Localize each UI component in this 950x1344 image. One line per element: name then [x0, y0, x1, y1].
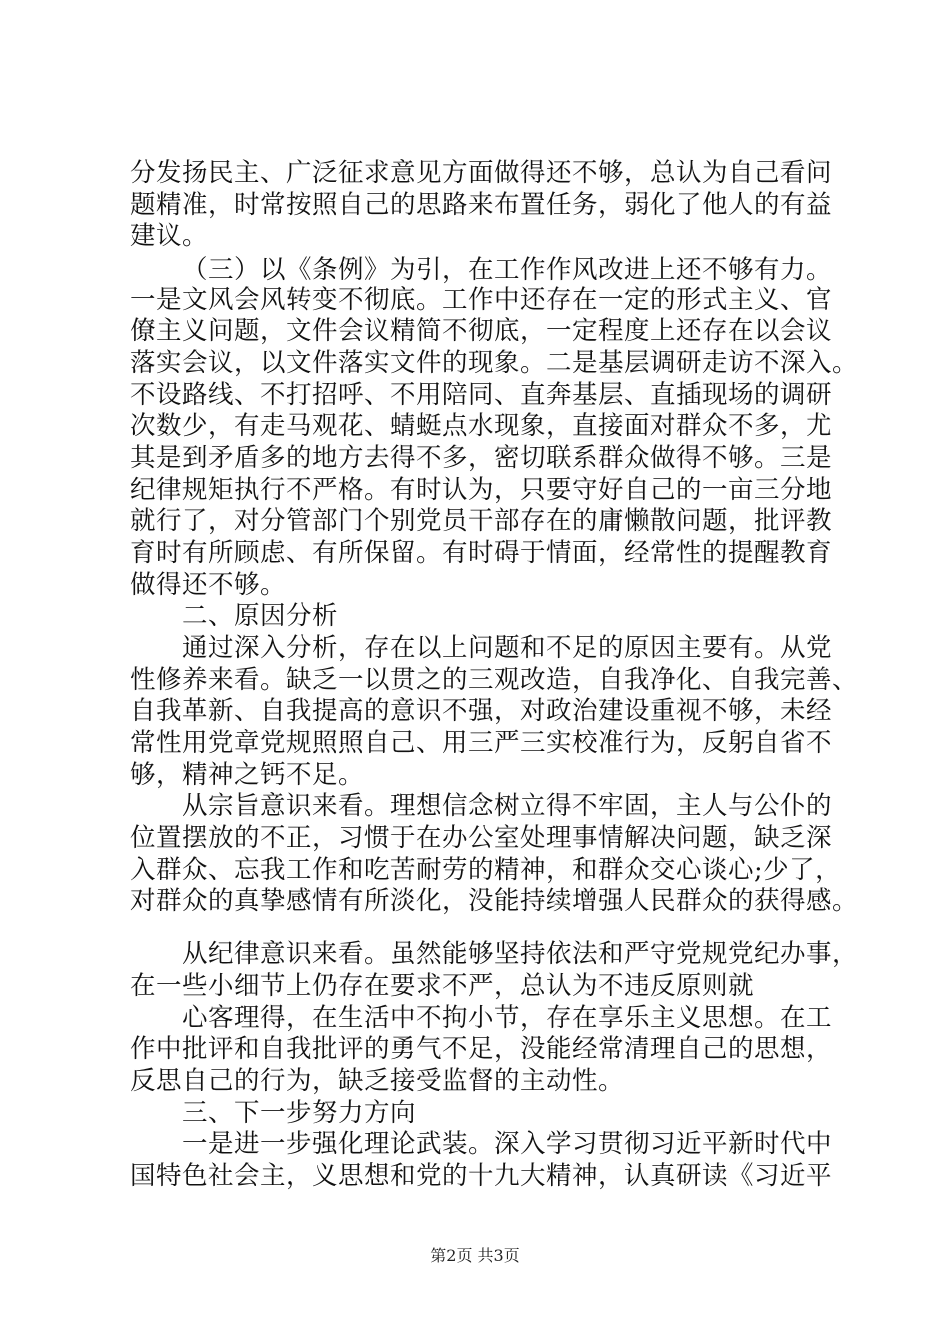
text-line: 三、下一步努力方向: [182, 1098, 417, 1128]
text-line: 反思自己的行为，缺乏接受监督的主动性。: [130, 1066, 625, 1096]
text-line: 僚主义问题，文件会议精简不彻底，一定程度上还存在以会议: [130, 316, 833, 346]
text-line: （三）以《条例》为引，在工作作风改进上还不够有力。: [182, 255, 833, 285]
text-line: 性修养来看。缺乏一以贯之的三观改造，自我净化、自我完善、: [130, 665, 859, 695]
text-line: 纪律规矩执行不严格。有时认为，只要守好自己的一亩三分地: [130, 475, 833, 505]
text-line: 国特色社会主，义思想和党的十九大精神，认真研读《习近平: [130, 1161, 833, 1191]
text-line: 题精准，时常按照自己的思路来布置任务，弱化了他人的有益: [130, 190, 833, 220]
text-line: 落实会议，以文件落实文件的现象。二是基层调研走访不深入。: [130, 348, 859, 378]
text-line: 入群众、忘我工作和吃苦耐劳的精神，和群众交心谈心;少了，: [130, 855, 842, 885]
text-line: 对群众的真挚感情有所淡化，没能持续增强人民群众的获得感。: [130, 886, 859, 916]
text-line: 通过深入分析，存在以上问题和不足的原因主要有。从党: [182, 633, 833, 663]
text-line: 次数少，有走马观花、蜻蜓点水现象，直接面对群众不多，尤: [130, 411, 833, 441]
text-line: 二、原因分析: [182, 601, 339, 631]
text-line: 自我革新、自我提高的意识不强，对政治建设重视不够，未经: [130, 696, 833, 726]
text-line: 不设路线、不打招呼、不用陪同、直奔基层、直插现场的调研: [130, 380, 833, 410]
text-line: 常性用党章党规照照自己、用三严三实校准行为，反躬自省不: [130, 728, 833, 758]
text-line: 够，精神之钙不足。: [130, 760, 365, 790]
text-line: 分发扬民主、广泛征求意见方面做得还不够，总认为自己看问: [130, 158, 833, 188]
text-line: 做得还不够。: [130, 570, 287, 600]
text-line: 在一些小细节上仍存在要求不严，总认为不违反原则就: [130, 971, 755, 1001]
text-line: 从纪律意识来看。虽然能够坚持依法和严守党规党纪办事，: [182, 939, 859, 969]
text-line: 育时有所顾虑、有所保留。有时碍于情面，经常性的提醒教育: [130, 538, 833, 568]
text-line: 作中批评和自我批评的勇气不足，没能经常清理自己的思想，: [130, 1034, 833, 1064]
text-line: 心客理得，在生活中不拘小节，存在享乐主义思想。在工: [182, 1003, 833, 1033]
text-line: 其是到矛盾多的地方去得不多，密切联系群众做得不够。三是: [130, 443, 833, 473]
page-footer: 第2页 共3页: [430, 1246, 520, 1265]
text-line: 建议。: [130, 221, 209, 251]
text-line: 就行了，对分管部门个别党员干部存在的庸懒散问题，批评教: [130, 506, 833, 536]
text-line: 一是进一步强化理论武装。深入学习贯彻习近平新时代中: [182, 1129, 833, 1159]
text-line: 位置摆放的不正，习惯于在办公室处理事情解决问题，缺乏深: [130, 823, 833, 853]
text-line: 从宗旨意识来看。理想信念树立得不牢固，主人与公仆的: [182, 791, 833, 821]
text-line: 一是文风会风转变不彻底。工作中还存在一定的形式主义、官: [130, 285, 833, 315]
